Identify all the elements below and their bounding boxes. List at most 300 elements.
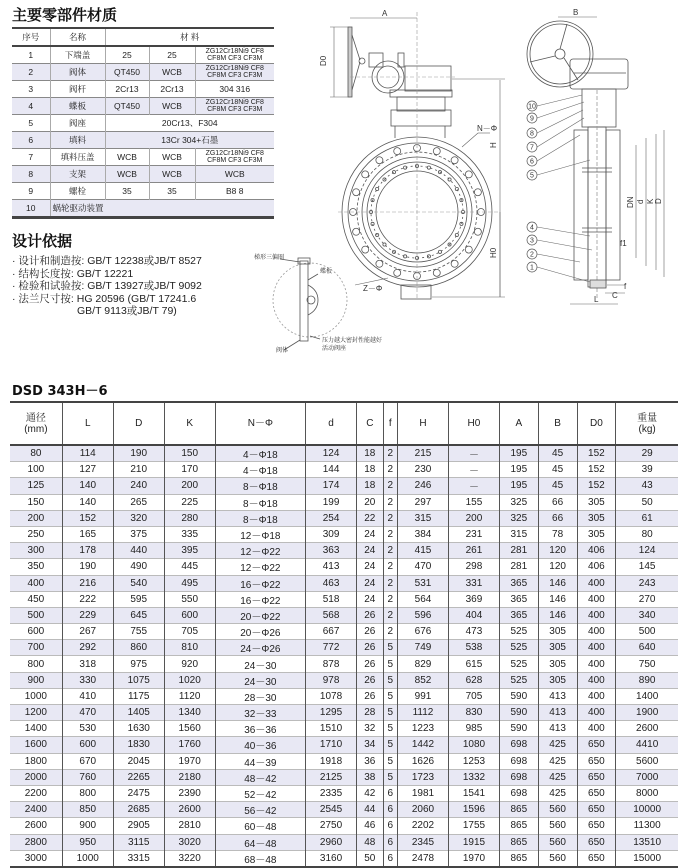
spec-cell: 320 bbox=[113, 510, 164, 526]
part-callout-number: 1 bbox=[530, 264, 534, 272]
spec-cell: 297 bbox=[398, 494, 449, 510]
spec-cell: 305 bbox=[538, 624, 577, 640]
spec-cell: 400 bbox=[577, 656, 616, 672]
valve-drawing bbox=[0, 0, 680, 360]
part-name: 阀体 bbox=[50, 64, 105, 81]
spec-cell: 1723 bbox=[398, 769, 449, 785]
spec-cell: 800 bbox=[62, 785, 113, 801]
spec-cell: 369 bbox=[448, 591, 499, 607]
spec-cell: 2600 bbox=[164, 802, 215, 818]
spec-cell: 2 bbox=[383, 543, 397, 559]
spec-cell: 413 bbox=[538, 705, 577, 721]
spec-cell: 2045 bbox=[113, 753, 164, 769]
spec-column-header: 重量 (kg) bbox=[616, 402, 678, 445]
spec-cell: 500 bbox=[616, 624, 678, 640]
spec-cell: 1175 bbox=[113, 688, 164, 704]
spec-cell: 50 bbox=[616, 494, 678, 510]
part-material-2: WCB bbox=[149, 64, 195, 81]
part-material-3: ZG12Cr18Ni9 CF8 CF8M CF3 CF3M bbox=[195, 149, 274, 166]
spec-cell: 865 bbox=[499, 802, 538, 818]
part-material: 13Cr 304+石墨 bbox=[105, 132, 274, 149]
spec-cell: 7000 bbox=[616, 769, 678, 785]
spec-cell: 3115 bbox=[113, 834, 164, 850]
part-material-2: WCB bbox=[149, 166, 195, 183]
spec-cell: 650 bbox=[577, 850, 616, 867]
header-no: 序号 bbox=[22, 32, 40, 42]
spec-cell: 1400 bbox=[24, 723, 47, 735]
spec-cell: 1000 bbox=[24, 690, 47, 702]
spec-cell: 190 bbox=[113, 445, 164, 462]
spec-cell: 32－33 bbox=[215, 705, 305, 721]
spec-cell: 26 bbox=[357, 688, 384, 704]
spec-cell: 490 bbox=[113, 559, 164, 575]
spec-cell: 20－Φ26 bbox=[215, 624, 305, 640]
spec-cell: 52－42 bbox=[215, 785, 305, 801]
spec-cell: 246 bbox=[398, 478, 449, 494]
part-number: 6 bbox=[28, 135, 34, 145]
spec-row bbox=[10, 737, 678, 753]
spec-cell: 2265 bbox=[113, 769, 164, 785]
spec-cell: 26 bbox=[357, 672, 384, 688]
part-name: 填料压盖 bbox=[50, 149, 105, 166]
spec-cell: 6 bbox=[383, 802, 397, 818]
spec-cell: 2810 bbox=[164, 818, 215, 834]
spec-cell: 463 bbox=[306, 575, 357, 591]
part-material-1: 2Cr13 bbox=[105, 81, 149, 98]
spec-cell: 365 bbox=[499, 607, 538, 623]
spec-row bbox=[10, 462, 678, 478]
spec-cell: 152 bbox=[62, 510, 113, 526]
part-callout-leader bbox=[537, 118, 584, 147]
spec-cell: 400 bbox=[577, 705, 616, 721]
spec-cell: 16－Φ22 bbox=[215, 575, 305, 591]
spec-cell: 413 bbox=[538, 721, 577, 737]
spec-cell: 6 bbox=[383, 818, 397, 834]
spec-cell: 22 bbox=[357, 510, 384, 526]
spec-cell: 200 bbox=[448, 510, 499, 526]
spec-cell: 2960 bbox=[306, 834, 357, 850]
inner-bolt-hole bbox=[448, 178, 451, 181]
bolt-hole bbox=[353, 228, 360, 235]
spec-cell: 48 bbox=[357, 834, 384, 850]
spec-cell: 1075 bbox=[113, 672, 164, 688]
spec-cell: 146 bbox=[538, 591, 577, 607]
dim-label-D: D bbox=[654, 198, 663, 204]
spec-cell: 2200 bbox=[24, 788, 47, 800]
spec-cell: 650 bbox=[577, 818, 616, 834]
spec-cell: 404 bbox=[448, 607, 499, 623]
part-callout-number: 4 bbox=[530, 224, 534, 232]
part-number: 10 bbox=[26, 203, 36, 213]
spec-cell: 698 bbox=[499, 769, 538, 785]
spec-column-header: N－Φ bbox=[215, 402, 305, 445]
spec-row bbox=[10, 834, 678, 850]
spec-cell: 315 bbox=[499, 526, 538, 542]
inner-bolt-hole bbox=[427, 166, 430, 169]
part-callout-leader bbox=[537, 160, 590, 175]
spec-cell: 1200 bbox=[24, 707, 47, 719]
spec-column-header: f bbox=[383, 402, 397, 445]
spec-cell: 440 bbox=[113, 543, 164, 559]
spec-cell: 550 bbox=[164, 591, 215, 607]
spec-cell: 24 bbox=[357, 543, 384, 559]
spec-cell: 2 bbox=[383, 607, 397, 623]
part-callout-number: 3 bbox=[530, 237, 534, 245]
spec-cell: 2202 bbox=[398, 818, 449, 834]
spec-cell: 1020 bbox=[164, 672, 215, 688]
header-material: 材 料 bbox=[105, 28, 274, 46]
spec-cell: 1405 bbox=[113, 705, 164, 721]
spec-cell: － bbox=[448, 445, 499, 462]
part-name: 阀杆 bbox=[50, 81, 105, 98]
spec-cell: 305 bbox=[577, 494, 616, 510]
part-material-3: B8 8 bbox=[195, 183, 274, 200]
spec-cell: 5 bbox=[383, 672, 397, 688]
spec-cell: 531 bbox=[398, 575, 449, 591]
part-material-3: 304 316 bbox=[195, 81, 274, 98]
spec-cell: 413 bbox=[306, 559, 357, 575]
inner-bolt-hole bbox=[376, 187, 379, 190]
spec-cell: 395 bbox=[164, 543, 215, 559]
spec-cell: 375 bbox=[113, 526, 164, 542]
dim-label-f: f bbox=[624, 282, 627, 291]
spec-cell: 600 bbox=[62, 737, 113, 753]
spec-cell: 195 bbox=[499, 478, 538, 494]
part-number: 1 bbox=[28, 50, 34, 60]
spec-cell: 40－36 bbox=[215, 737, 305, 753]
part-material-2: 25 bbox=[149, 46, 195, 64]
spec-cell: 43 bbox=[616, 478, 678, 494]
spec-cell: 15000 bbox=[616, 850, 678, 867]
spec-cell: 2 bbox=[383, 478, 397, 494]
spec-cell: 560 bbox=[538, 802, 577, 818]
spec-cell: 2000 bbox=[24, 771, 47, 783]
spec-column-header: 通径 (mm) bbox=[24, 412, 48, 435]
spec-cell: 12－Φ18 bbox=[215, 526, 305, 542]
spec-cell: 410 bbox=[62, 688, 113, 704]
spec-cell: 400 bbox=[577, 688, 616, 704]
part-material: 20Cr13、F304 bbox=[105, 115, 274, 132]
spec-cell: 124 bbox=[306, 445, 357, 462]
part-callout-leader bbox=[537, 110, 583, 133]
spec-row bbox=[10, 721, 678, 737]
bolt-hole bbox=[353, 189, 360, 196]
spec-cell: 8－Φ18 bbox=[215, 510, 305, 526]
spec-cell: 2345 bbox=[398, 834, 449, 850]
part-number: 7 bbox=[28, 152, 34, 162]
spec-cell: 231 bbox=[448, 526, 499, 542]
part-material-3: ZG12Cr18Ni9 CF8 CF8M CF3 CF3M bbox=[195, 98, 274, 115]
spec-cell: 48－42 bbox=[215, 769, 305, 785]
bolt-hole bbox=[376, 157, 383, 164]
spec-cell: 400 bbox=[577, 591, 616, 607]
spec-cell: 400 bbox=[27, 577, 45, 589]
part-name: 螺栓 bbox=[50, 183, 105, 200]
spec-cell: 152 bbox=[577, 462, 616, 478]
spec-row bbox=[10, 575, 678, 591]
spec-cell: 400 bbox=[577, 640, 616, 656]
spec-cell: 865 bbox=[499, 834, 538, 850]
spec-cell: 400 bbox=[577, 721, 616, 737]
spec-cell: 315 bbox=[398, 510, 449, 526]
spec-cell: 1755 bbox=[448, 818, 499, 834]
spec-row bbox=[10, 769, 678, 785]
spec-cell: 564 bbox=[398, 591, 449, 607]
spec-cell: 2180 bbox=[164, 769, 215, 785]
side-handwheel bbox=[527, 21, 593, 87]
spec-cell: 810 bbox=[164, 640, 215, 656]
spec-cell: 305 bbox=[577, 510, 616, 526]
spec-cell: 425 bbox=[538, 785, 577, 801]
spec-cell: 26 bbox=[357, 640, 384, 656]
spec-cell: 470 bbox=[398, 559, 449, 575]
spec-cell: 8－Φ18 bbox=[215, 478, 305, 494]
spec-cell: 305 bbox=[538, 672, 577, 688]
spec-cell: 772 bbox=[306, 640, 357, 656]
spec-cell: 1900 bbox=[616, 705, 678, 721]
inner-bolt-hole bbox=[392, 171, 395, 174]
spec-cell: 615 bbox=[448, 656, 499, 672]
spec-cell: 667 bbox=[306, 624, 357, 640]
spec-cell: 2800 bbox=[24, 836, 47, 848]
spec-cell: 850 bbox=[62, 802, 113, 818]
spec-cell: 400 bbox=[577, 672, 616, 688]
spec-cell: 200 bbox=[27, 512, 45, 524]
spec-cell: 600 bbox=[164, 607, 215, 623]
spec-row bbox=[10, 510, 678, 526]
spec-cell: 2685 bbox=[113, 802, 164, 818]
spec-cell: 2 bbox=[383, 510, 397, 526]
spec-cell: 890 bbox=[616, 672, 678, 688]
spec-cell: 200 bbox=[164, 478, 215, 494]
spec-cell: 1981 bbox=[398, 785, 449, 801]
spec-column-header: H0 bbox=[448, 402, 499, 445]
spec-column-header: H bbox=[398, 402, 449, 445]
spec-cell: 365 bbox=[499, 591, 538, 607]
spec-cell: 518 bbox=[306, 591, 357, 607]
detail-label-seal-ring: 梯形三偏圈 bbox=[254, 255, 285, 261]
spec-cell: 100 bbox=[27, 464, 45, 476]
materials-title: 主要零部件材质 bbox=[12, 6, 118, 24]
spec-cell: 281 bbox=[499, 559, 538, 575]
spec-cell: 24－Φ26 bbox=[215, 640, 305, 656]
spec-row bbox=[10, 672, 678, 688]
spec-cell: 36 bbox=[357, 753, 384, 769]
spec-cell: 230 bbox=[398, 462, 449, 478]
spec-cell: 413 bbox=[538, 688, 577, 704]
part-material-2: WCB bbox=[149, 98, 195, 115]
spec-cell: 2475 bbox=[113, 785, 164, 801]
spec-cell: 125 bbox=[27, 480, 45, 492]
spec-cell: 500 bbox=[27, 609, 45, 621]
design-basis-item: · 检验和试验按: GB/T 13927或JB/T 9092 bbox=[12, 280, 202, 292]
part-number: 8 bbox=[28, 169, 34, 179]
spec-cell: 144 bbox=[306, 462, 357, 478]
spec-cell: 860 bbox=[113, 640, 164, 656]
part-material-1: 35 bbox=[105, 183, 149, 200]
spec-cell: 3020 bbox=[164, 834, 215, 850]
spec-cell: 950 bbox=[62, 834, 113, 850]
spec-cell: 400 bbox=[577, 624, 616, 640]
spec-cell: 698 bbox=[499, 785, 538, 801]
spec-cell: 749 bbox=[398, 640, 449, 656]
spec-cell: 340 bbox=[616, 607, 678, 623]
spec-cell: 530 bbox=[62, 721, 113, 737]
spec-cell: 5 bbox=[383, 753, 397, 769]
spec-cell: 2750 bbox=[306, 818, 357, 834]
part-callout-number: 10 bbox=[528, 103, 536, 111]
dim-label-Z-phi: Z－Φ bbox=[363, 284, 383, 293]
spec-cell: 1626 bbox=[398, 753, 449, 769]
spec-cell: 165 bbox=[62, 526, 113, 542]
spec-cell: 5 bbox=[383, 769, 397, 785]
spec-row bbox=[10, 850, 678, 867]
spec-cell: 2125 bbox=[306, 769, 357, 785]
spec-cell: 650 bbox=[577, 802, 616, 818]
spec-cell: 280 bbox=[164, 510, 215, 526]
bolt-hole bbox=[376, 260, 383, 267]
spec-row bbox=[10, 591, 678, 607]
spec-row bbox=[10, 656, 678, 672]
spec-cell: 2905 bbox=[113, 818, 164, 834]
spec-cell: 450 bbox=[27, 593, 45, 605]
spec-cell: 1970 bbox=[448, 850, 499, 867]
spec-cell: 1253 bbox=[448, 753, 499, 769]
part-material-1: 25 bbox=[105, 46, 149, 64]
spec-header-row bbox=[10, 402, 678, 445]
spec-cell: 199 bbox=[306, 494, 357, 510]
spec-cell: 34 bbox=[357, 737, 384, 753]
spec-column-header: K bbox=[164, 402, 215, 445]
spec-cell: 3160 bbox=[306, 850, 357, 867]
spec-cell: 755 bbox=[113, 624, 164, 640]
spec-cell: 350 bbox=[27, 561, 45, 573]
spec-cell: 415 bbox=[398, 543, 449, 559]
spec-cell: 700 bbox=[27, 642, 45, 654]
part-number: 4 bbox=[28, 101, 34, 111]
spec-row bbox=[10, 543, 678, 559]
spec-cell: 195 bbox=[499, 445, 538, 462]
spec-cell: 38 bbox=[357, 769, 384, 785]
spec-cell: 470 bbox=[62, 705, 113, 721]
spec-cell: 261 bbox=[448, 543, 499, 559]
spec-cell: 5600 bbox=[616, 753, 678, 769]
spec-row bbox=[10, 494, 678, 510]
dim-label-C: C bbox=[612, 291, 618, 300]
spec-cell: 495 bbox=[164, 575, 215, 591]
spec-cell: 29 bbox=[616, 445, 678, 462]
spec-cell: 645 bbox=[113, 607, 164, 623]
spec-cell: 1830 bbox=[113, 737, 164, 753]
part-name: 填料 bbox=[50, 132, 105, 149]
spec-cell: 406 bbox=[577, 559, 616, 575]
spec-cell: 473 bbox=[448, 624, 499, 640]
part-number: 5 bbox=[28, 118, 34, 128]
spec-row bbox=[10, 688, 678, 704]
spec-row bbox=[10, 818, 678, 834]
spec-cell: 6 bbox=[383, 834, 397, 850]
spec-cell: 384 bbox=[398, 526, 449, 542]
spec-cell: 975 bbox=[113, 656, 164, 672]
spec-cell: 2 bbox=[383, 559, 397, 575]
model-title: DSD 343H－6 bbox=[12, 384, 108, 399]
part-callout-leader bbox=[537, 254, 580, 262]
spec-cell: 760 bbox=[62, 769, 113, 785]
spec-cell: 325 bbox=[499, 494, 538, 510]
part-callout-leader bbox=[537, 135, 580, 161]
part-material-1: QT450 bbox=[105, 64, 149, 81]
dim-label-H0: H0 bbox=[489, 247, 498, 258]
spec-cell: 560 bbox=[538, 818, 577, 834]
spec-cell: 60－48 bbox=[215, 818, 305, 834]
part-callout-number: 8 bbox=[530, 130, 534, 138]
header-name: 名称 bbox=[50, 28, 105, 46]
spec-cell: 45 bbox=[538, 462, 577, 478]
spec-cell: 852 bbox=[398, 672, 449, 688]
spec-cell: 3220 bbox=[164, 850, 215, 867]
spec-cell: 24－30 bbox=[215, 672, 305, 688]
spec-cell: 5 bbox=[383, 737, 397, 753]
spec-cell: 525 bbox=[499, 656, 538, 672]
spec-cell: 540 bbox=[113, 575, 164, 591]
spec-cell: 18 bbox=[357, 478, 384, 494]
spec-cell: 985 bbox=[448, 721, 499, 737]
spec-cell: 705 bbox=[448, 688, 499, 704]
spec-cell: 190 bbox=[62, 559, 113, 575]
spec-cell: 365 bbox=[499, 575, 538, 591]
spec-column-header: D0 bbox=[577, 402, 616, 445]
spec-cell: 650 bbox=[577, 785, 616, 801]
part-material-1: QT450 bbox=[105, 98, 149, 115]
part-callout-number: 9 bbox=[530, 115, 534, 123]
spec-cell: 305 bbox=[538, 640, 577, 656]
spec-cell: 2335 bbox=[306, 785, 357, 801]
spec-cell: 1332 bbox=[448, 769, 499, 785]
spec-cell: 1000 bbox=[62, 850, 113, 867]
spec-cell: 628 bbox=[448, 672, 499, 688]
spec-cell: 24－30 bbox=[215, 656, 305, 672]
spec-cell: 1760 bbox=[164, 737, 215, 753]
bolt-hole bbox=[451, 157, 458, 164]
spec-cell: 298 bbox=[448, 559, 499, 575]
spec-cell: 20－Φ22 bbox=[215, 607, 305, 623]
spec-cell: 1915 bbox=[448, 834, 499, 850]
spec-cell: 146 bbox=[538, 607, 577, 623]
detail-view bbox=[273, 258, 347, 350]
spec-row bbox=[10, 705, 678, 721]
part-material-1: WCB bbox=[105, 166, 149, 183]
spec-cell: 281 bbox=[499, 543, 538, 559]
dim-label-B: B bbox=[573, 8, 579, 17]
spec-row bbox=[10, 753, 678, 769]
spec-cell: 670 bbox=[62, 753, 113, 769]
spec-cell: 590 bbox=[499, 721, 538, 737]
spec-cell: 1918 bbox=[306, 753, 357, 769]
spec-cell: 216 bbox=[62, 575, 113, 591]
spec-cell: 124 bbox=[616, 543, 678, 559]
spec-cell: 900 bbox=[27, 674, 45, 686]
spec-cell: 525 bbox=[499, 640, 538, 656]
spec-cell: 1112 bbox=[398, 705, 449, 721]
spec-cell: 595 bbox=[113, 591, 164, 607]
spec-cell: 114 bbox=[62, 445, 113, 462]
front-gearbox bbox=[369, 53, 452, 138]
spec-cell: 68－48 bbox=[215, 850, 305, 867]
spec-cell: 650 bbox=[577, 834, 616, 850]
spec-cell: 5 bbox=[383, 721, 397, 737]
spec-cell: 560 bbox=[538, 850, 577, 867]
spec-cell: 590 bbox=[499, 688, 538, 704]
